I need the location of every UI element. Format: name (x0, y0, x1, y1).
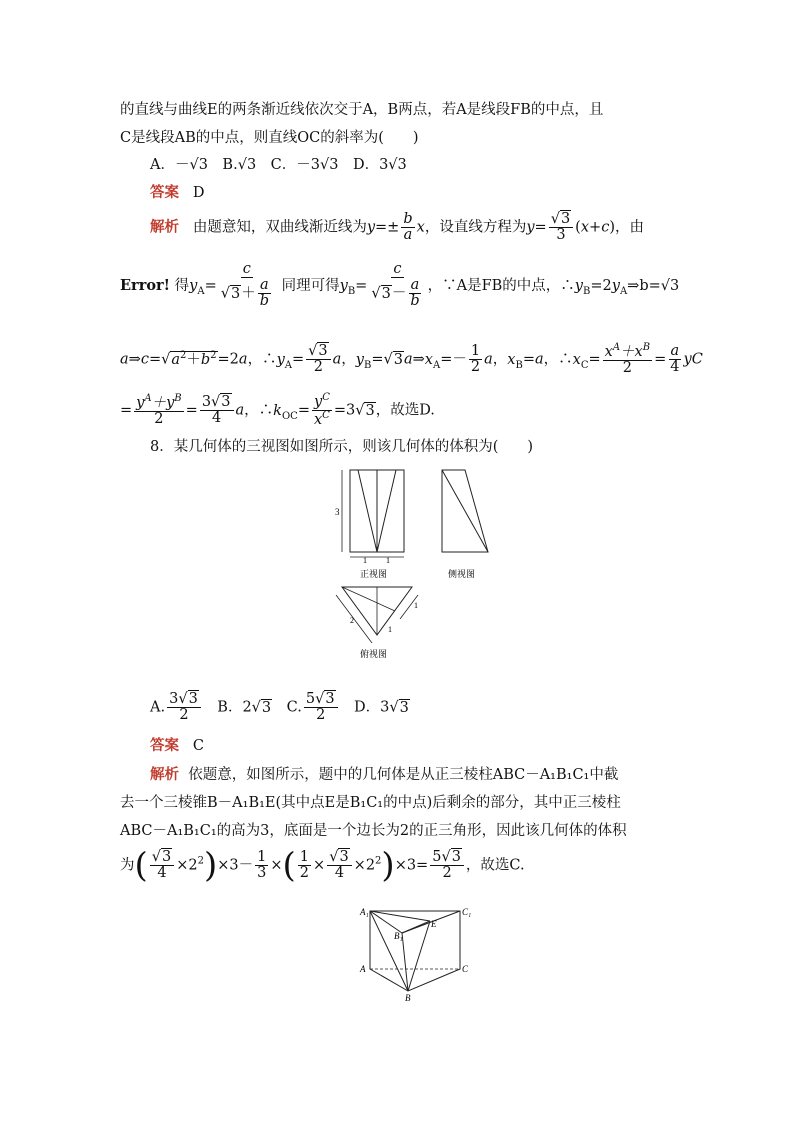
edge-a1-e (370, 911, 430, 921)
text: =2 (590, 277, 612, 294)
analysis-label: 解析 (150, 218, 179, 236)
three-view-diagram (330, 465, 500, 665)
label-c: C (462, 964, 469, 974)
error-text: Error! (120, 276, 171, 294)
text: 由题意知，双曲线渐近线为 (192, 219, 367, 236)
label-a1: A₁ (360, 907, 369, 917)
top-dim-label-2: 2 (350, 616, 354, 625)
prism-outline (370, 911, 460, 991)
front-base-label-1: 1 (363, 556, 367, 565)
answer-label: 答案 (150, 184, 179, 201)
label-e: E (431, 919, 437, 929)
side-view-diagonal (442, 470, 488, 552)
q7-analysis-line2: Error! 得$y_A=$ c √3＋ $\frac{a}{b}$ 同理可得$y_B=$ c √3－ $\frac{a}{b}$ ，∵A是FB的中点，$\therefore y_B=2y_A\Rightarrow b=√3$ (120, 261, 680, 310)
edge-a1-b (370, 911, 408, 991)
q8-analysis-line3: ABC－A₁B₁C₁的高为3，底面是一个边长为2的正三角形，因此该几何体的体积 (120, 823, 627, 839)
top-view-label: 俯视图 (360, 649, 388, 659)
edge-b1-e (402, 921, 430, 933)
q7-options: A．－√3 B.√3 C．－3√3 D．3√3 (150, 157, 407, 173)
answer-value: C (192, 738, 204, 754)
label-a: A (360, 964, 366, 974)
q7-line2: C是线段AB的中点，则直线OC的斜率为( ) (120, 130, 419, 146)
q7-answer (150, 183, 204, 203)
text: 依题意，如图所示，题中的几何体是从正三棱柱ABC－A₁B₁C₁中截 (188, 767, 619, 783)
text: 同理可得 (281, 277, 340, 294)
q8-analysis-line2: 去一个三棱锥B－A₁B₁E(其中点E是B₁C₁的中点)后剩余的部分，其中正三棱柱 (120, 795, 621, 811)
top-dim-label-1a: 1 (414, 601, 418, 610)
q8-title: 8．某几何体的三视图如图所示，则该几何体的体积为( ) (150, 439, 534, 455)
q8-answer (150, 736, 204, 756)
q7-analysis-line4: = $\frac{y^A+y^B}{2}$ = $\frac{3√3}{4}$ a，$\therefore k_{OC}=$ $\frac{y^C}{x^C}$ =3√3，故选D. (120, 392, 435, 429)
q7-analysis-line1: 解析 由题意知，双曲线渐近线为y=± $\frac{b}{a}$ x，设直线方程为y= $\frac{√3}{3}$ (x+c)，由 (150, 211, 644, 244)
q7-analysis-line3: $a\Rightarrow c=√a^2+b^2=2a$，$\therefore y_A=$ $\frac{√3}{2}$ a，$y_B=√3a\Rightarrow x_A=-$ $\frac{1}{2}$ a，$x_B=a$，$\therefore x_C=$ $\frac{x^A+x^B}{2}$ = $\frac{a}{4}$ yC (120, 342, 703, 377)
text: 设直线方程为 (439, 219, 527, 236)
text: ，∵A是FB的中点，∴ (427, 277, 575, 294)
front-view-label: 正视图 (360, 569, 388, 579)
analysis-label: 解析 (150, 766, 179, 783)
answer-value: D (192, 185, 205, 201)
q8-analysis-line4: 为( $\frac{√3}{4}$ $\times 2^2)\times 3-$ $\frac{1}{3}$ ×( $\frac{1}{2}$ × $\frac{√3}{4}$ $\times 2^2)\times 3=$ $\frac{5√3}{2}$ ，故选C. (120, 845, 525, 886)
side-view-label: 侧视图 (448, 569, 476, 579)
top-dim-left (336, 595, 372, 643)
edge-e-b (408, 921, 430, 991)
edge-b1-b (402, 933, 408, 991)
text: 为 (120, 857, 135, 874)
answer-label: 答案 (150, 737, 179, 754)
label-b1: B₁ (394, 931, 403, 941)
text: ⇒b=√3 (627, 277, 680, 294)
text: ，故选C. (465, 857, 525, 874)
top-dim-label-1b: 1 (388, 625, 392, 634)
label-c1: C₁ (462, 907, 472, 917)
label-b: B (405, 993, 411, 1003)
front-height-label: 3 (335, 507, 340, 517)
q7-line1: 的直线与曲线E的两条渐近线依次交于A，B两点，若A是线段FB的中点，且 (120, 102, 604, 118)
front-base-label-2: 1 (386, 556, 390, 565)
text: 得 (174, 277, 190, 294)
prism-diagram (358, 905, 478, 1005)
q8-options: A. $\frac{3√3}{2}$ B．2√3 C. $\frac{5√3}{2}$ D．3√3 (150, 691, 409, 724)
top-view-line-2 (342, 587, 395, 611)
q8-analysis-line1 (150, 765, 618, 785)
text: ，由 (614, 219, 644, 236)
